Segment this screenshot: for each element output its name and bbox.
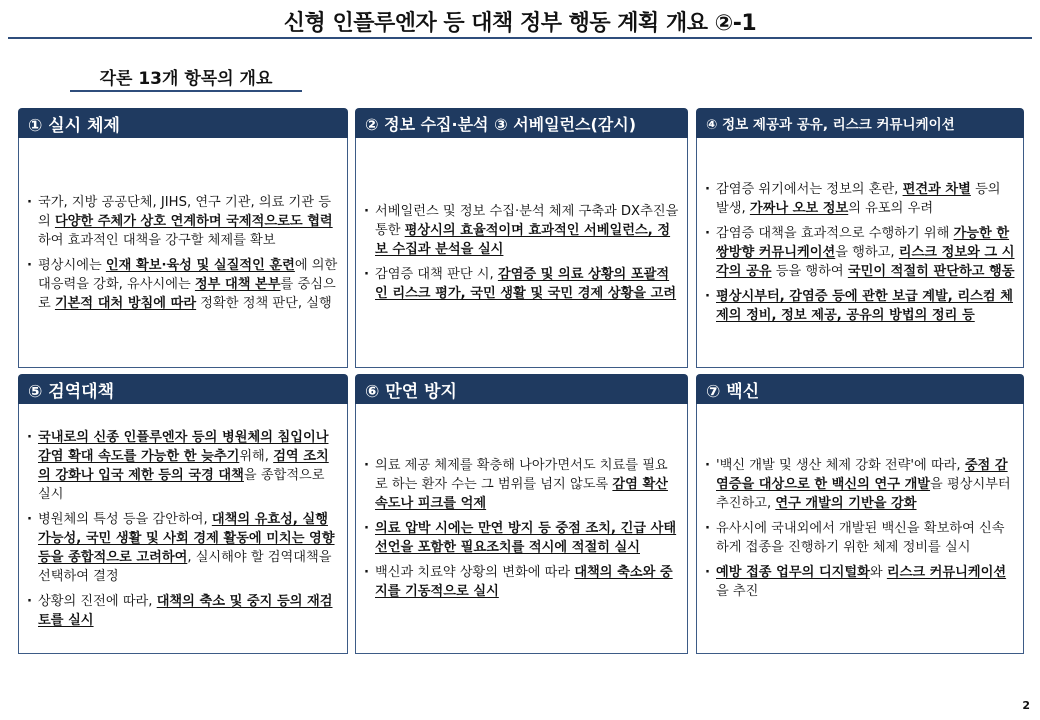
body-text: 상황의 진전에 따라, (38, 593, 157, 609)
section-subtitle: 각론 13개 항목의 개요 (99, 69, 273, 89)
bullet-item (362, 563, 679, 601)
bullet-item (362, 519, 679, 557)
body-text: 백신과 치료약 상황의 변화에 따라 (375, 565, 575, 580)
body-text: '백신 개발 및 생산 체제 강화 전략'에 따라, (716, 458, 965, 473)
highlight-text: 리스크 커뮤니케이션 (886, 565, 1007, 580)
panel-body (696, 138, 1024, 368)
highlight-text: 대책의 축소와 중지를 기동적으로 실시 (375, 565, 673, 599)
panel-header: ① 실시 체제 (18, 108, 348, 138)
body-text: 유사시에 국내외에서 개발된 백신을 확보하여 신속하게 접종을 진행하기 위한 체제 정비를 실시 (716, 521, 1005, 555)
panel-body (18, 404, 348, 654)
highlight-text: 정부 대책 본부 (194, 276, 281, 292)
highlight-text: 평상시부터, 감염증 등에 관한 보급 계발, 리스컴 체제의 정비, 정보 제공, 공유의 방법의 정리 등 (716, 289, 1013, 323)
highlight-text: 검역 조치의 강화나 입국 제한 등의 국경 대책 (38, 448, 329, 483)
highlight-text: 기본적 대처 방침에 따라 (54, 295, 197, 311)
highlight-text: 의료 압박 시에는 만연 방지 등 중점 조치, 긴급 사태 선언을 포함한 필요조치를 적시에 적절히 실시 (375, 521, 677, 555)
highlight-text: 편견과 차별 (902, 182, 971, 197)
body-text: 평상시에는 (38, 257, 106, 273)
highlight-text: 감염증 및 의료 상황의 포괄적인 리스크 평가, 국민 생활 및 국민 경제 상황을 고려 (375, 267, 677, 301)
panel-body (355, 138, 688, 368)
body-text: 정확한 정책 판단, 실행 (196, 295, 332, 311)
panel-information-surveillance (355, 108, 688, 368)
body-text: 하여 효과적인 대책을 강구할 체제를 확보 (38, 232, 276, 248)
highlight-text: 다양한 주체가 상호 연계하며 국제적으로도 협력 (54, 213, 333, 229)
bullet-item (25, 592, 339, 630)
body-text: 을 평상시부터 추진하고, (716, 477, 1011, 511)
body-text: 등의 발생, (716, 182, 1001, 216)
highlight-text: 평상시의 효율적이며 효과적인 서베일런스, 정보 수집과 분석을 실시 (375, 223, 671, 257)
body-text: 에 의한 대응력을 강화, 유사시에는 (38, 257, 338, 292)
bullet-item (25, 256, 339, 313)
body-text: 을 추진 (716, 584, 759, 599)
title-divider (8, 37, 1032, 39)
body-text: 를 중심으로 (38, 276, 336, 311)
panel-header: ② 정보 수집·분석 ③ 서베일런스(감시) (355, 108, 688, 138)
bullet-item (703, 180, 1015, 218)
subtitle-underline (70, 90, 302, 92)
panel-quarantine (18, 374, 348, 654)
body-text: 국가, 지방 공공단체, JIHS, 연구 기관, 의료 기관 등의 (38, 194, 331, 229)
bullet-item (362, 265, 679, 303)
body-text: 감염증 대책을 효과적으로 수행하기 위해 (716, 226, 954, 241)
body-text: 을 종합적으로 실시 (38, 467, 325, 502)
bullet-item (703, 563, 1015, 601)
body-text: 서베일런스 및 정보 수집·분석 체제 구축과 DX추진을 통한 (375, 204, 679, 238)
page-title: 신형 인플루엔자 등 대책 정부 행동 계획 개요 ②-1 (283, 11, 757, 36)
panel-vaccine (696, 374, 1024, 654)
highlight-text: 예방 접종 업무의 디지털화 (716, 565, 870, 580)
page-number: 2 (1022, 699, 1030, 712)
body-text: 위해, (239, 448, 274, 464)
panel-header: ④ 정보 제공과 공유, 리스크 커뮤니케이션 (696, 108, 1024, 138)
panel-body (355, 404, 688, 654)
body-text: 을 행하고, (835, 245, 899, 260)
body-text: 와 (869, 565, 887, 580)
panel-body (696, 404, 1024, 654)
bullet-item (25, 193, 339, 250)
bullet-item (703, 456, 1015, 513)
bullet-item (362, 202, 679, 259)
body-text: 의 유포의 우려 (848, 201, 934, 216)
highlight-text: 중점 감염증을 대상으로 한 백신의 연구 개발 (716, 458, 1008, 492)
panel-header: ⑥ 만연 방지 (355, 374, 688, 404)
body-text: , 실시해야 할 검역대책을 선택하여 결정 (38, 549, 332, 584)
bullet-item (703, 519, 1015, 557)
highlight-text: 연구 개발의 기반을 강화 (775, 496, 917, 511)
body-text: 감염증 대책 판단 시, (375, 267, 498, 282)
body-text: 등을 행하여 (771, 264, 848, 279)
body-text: 병원체의 특성 등을 감안하여, (38, 511, 212, 527)
panel-risk-communication (696, 108, 1024, 368)
highlight-text: 인재 확보·육성 및 실질적인 훈련 (105, 257, 295, 273)
body-text: 의료 제공 체제를 확충해 나아가면서도 치료를 필요로 하는 환자 수는 그 범위를 넘지 않도록 (375, 458, 668, 492)
bullet-item (703, 224, 1015, 281)
panel-implementation-system (18, 108, 348, 368)
highlight-text: 국민이 적절히 판단하고 행동 (847, 264, 1015, 279)
bullet-item (362, 456, 679, 513)
panel-spread-prevention (355, 374, 688, 654)
panel-body (18, 138, 348, 368)
highlight-text: 대책의 축소 및 중지 등의 재검토를 실시 (38, 593, 333, 628)
highlight-text: 가능한 한 쌍방향 커뮤니케이션 (716, 226, 1010, 260)
body-text: 감염증 위기에서는 정보의 혼란, (716, 182, 903, 197)
bullet-item (25, 428, 339, 504)
highlight-text: 국내로의 신종 인플루엔자 등의 병원체의 침입이나 감염 확대 속도를 가능한 한 늦추기 (38, 429, 329, 464)
panel-header: ⑤ 검역대책 (18, 374, 348, 404)
highlight-text: 감염 확산 속도나 피크를 억제 (375, 477, 668, 511)
panel-header: ⑦ 백신 (696, 374, 1024, 404)
highlight-text: 대책의 유효성, 실행 가능성, 국민 생활 및 사회 경제 활동에 미치는 영향 등을 종합적으로 고려하여 (38, 511, 335, 565)
bullet-item (25, 510, 339, 586)
highlight-text: 가짜나 오보 정보 (749, 201, 849, 216)
bullet-item (703, 287, 1015, 325)
highlight-text: 리스크 정보와 그 시각의 공유 (716, 245, 1015, 279)
